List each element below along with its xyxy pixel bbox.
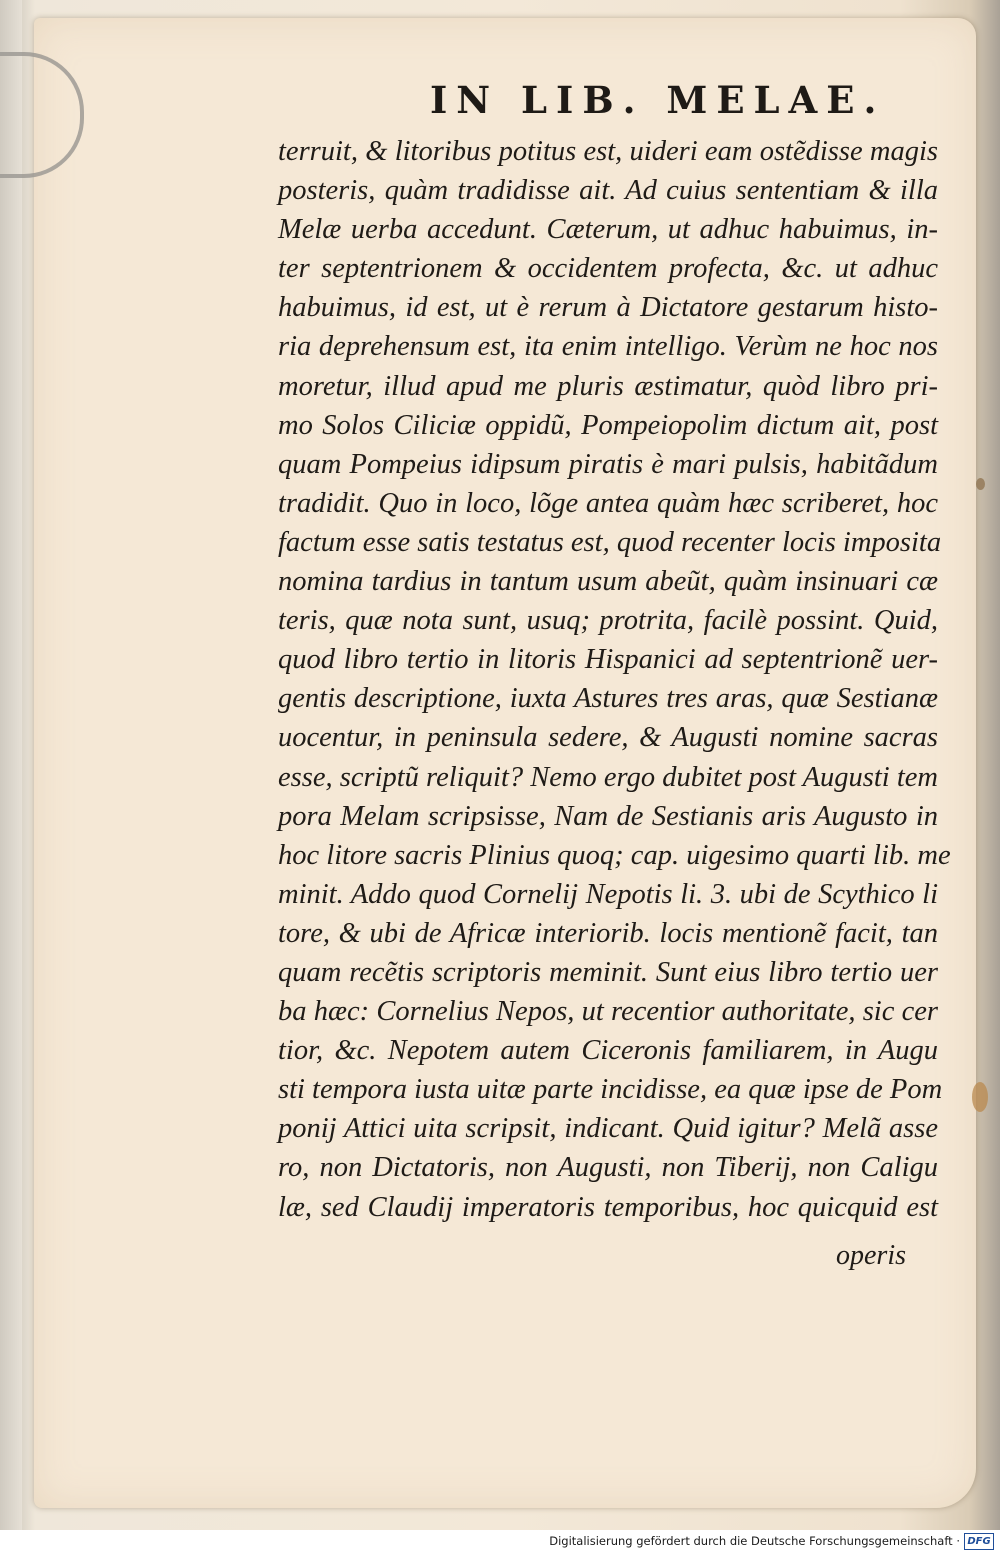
- text-line: nomina tardius in tantum usum abeũt, quàm insinuari cæ: [278, 566, 938, 598]
- text-line: ba hæc: Cornelius Nepos, ut recentior authoritate, sic cer: [278, 996, 938, 1028]
- text-line: ter septentrionem & occidentem profecta, &c. ut adhuc: [278, 253, 938, 285]
- text-line: quam Pompeius idipsum piratis è mari pulsis, habitãdum: [278, 448, 938, 480]
- text-line: hoc litore sacris Plinius quoq; cap. uigesimo quarti lib. me: [278, 839, 951, 871]
- text-line: minit. Addo quod Cornelij Nepotis li. 3. ubi de Scythico li: [278, 878, 938, 910]
- text-line: teris, quæ nota sunt, usuq; protrita, facilè possint. Quid,: [278, 605, 938, 637]
- funding-credit: Digitalisierung gefördert durch die Deutsche Forschungsgemeinschaft ·: [549, 1534, 960, 1548]
- text-line: pora Melam scripsisse, Nam de Sestianis aris Augusto in: [278, 800, 938, 832]
- stain-mark: [976, 478, 985, 490]
- text-line: uocentur, in peninsula sedere, & Augusti nomine sacras: [278, 722, 938, 754]
- catchword: operis: [836, 1240, 906, 1271]
- text-line: quod libro tertio in litoris Hispanici ad septentrionẽ uer-: [278, 644, 938, 676]
- text-line: moretur, illud apud me pluris æstimatur, quòd libro pri-: [278, 370, 938, 402]
- text-line: tore, & ubi de Africæ interiorib. locis mentionẽ facit, tan: [278, 917, 938, 949]
- text-line: ria deprehensum est, ita enim intelligo. Verùm ne hoc nos: [278, 331, 938, 363]
- text-line: sti tempora iusta uitæ parte incidisse, ea quæ ipse de Pom: [278, 1074, 943, 1106]
- text-line: læ, sed Claudij imperatoris temporibus, hoc quicquid est: [278, 1191, 938, 1223]
- text-line: mo Solos Ciliciæ oppidũ, Pompeiopolim dictum ait, post: [278, 409, 938, 441]
- text-line: tradidit. Quo in loco, lõge antea quàm hæc scriberet, hoc: [278, 487, 938, 519]
- text-line: tior, &c. Nepotem autem Ciceronis familiarem, in Augu: [278, 1035, 938, 1067]
- text-line: ponij Attici uita scripsit, indicant. Quid igitur? Melã asse: [278, 1113, 938, 1145]
- text-line: posteris, quàm tradidisse ait. Ad cuius sententiam & illa: [278, 175, 938, 207]
- text-line: gentis descriptione, iuxta Astures tres aras, quæ Sestianæ: [278, 683, 938, 715]
- text-line: Melæ uerba accedunt. Cæterum, ut adhuc habuimus, in-: [278, 214, 938, 246]
- body-text: [278, 132, 951, 1227]
- stain-mark: [972, 1082, 988, 1112]
- text-line: habuimus, id est, ut è rerum à Dictatore gestarum histo-: [278, 292, 938, 324]
- running-header: IN LIB. MELAE.: [430, 78, 886, 122]
- text-line: terruit, & litoribus potitus est, uideri eam ostẽdisse magis: [278, 136, 938, 167]
- text-line: quam recẽtis scriptoris meminit. Sunt eius libro tertio uer: [278, 956, 938, 988]
- dfg-logo: DFG: [964, 1533, 994, 1550]
- text-line: factum esse satis testatus est, quod recenter locis imposita: [278, 526, 942, 558]
- text-line: ro, non Dictatoris, non Augusti, non Tiberij, non Caligu: [278, 1152, 938, 1184]
- footer-bar: [0, 1530, 1000, 1555]
- adjacent-page-edge: [0, 0, 22, 1530]
- text-line: esse, scriptũ reliquit? Nemo ergo dubitet post Augusti tem: [278, 761, 938, 793]
